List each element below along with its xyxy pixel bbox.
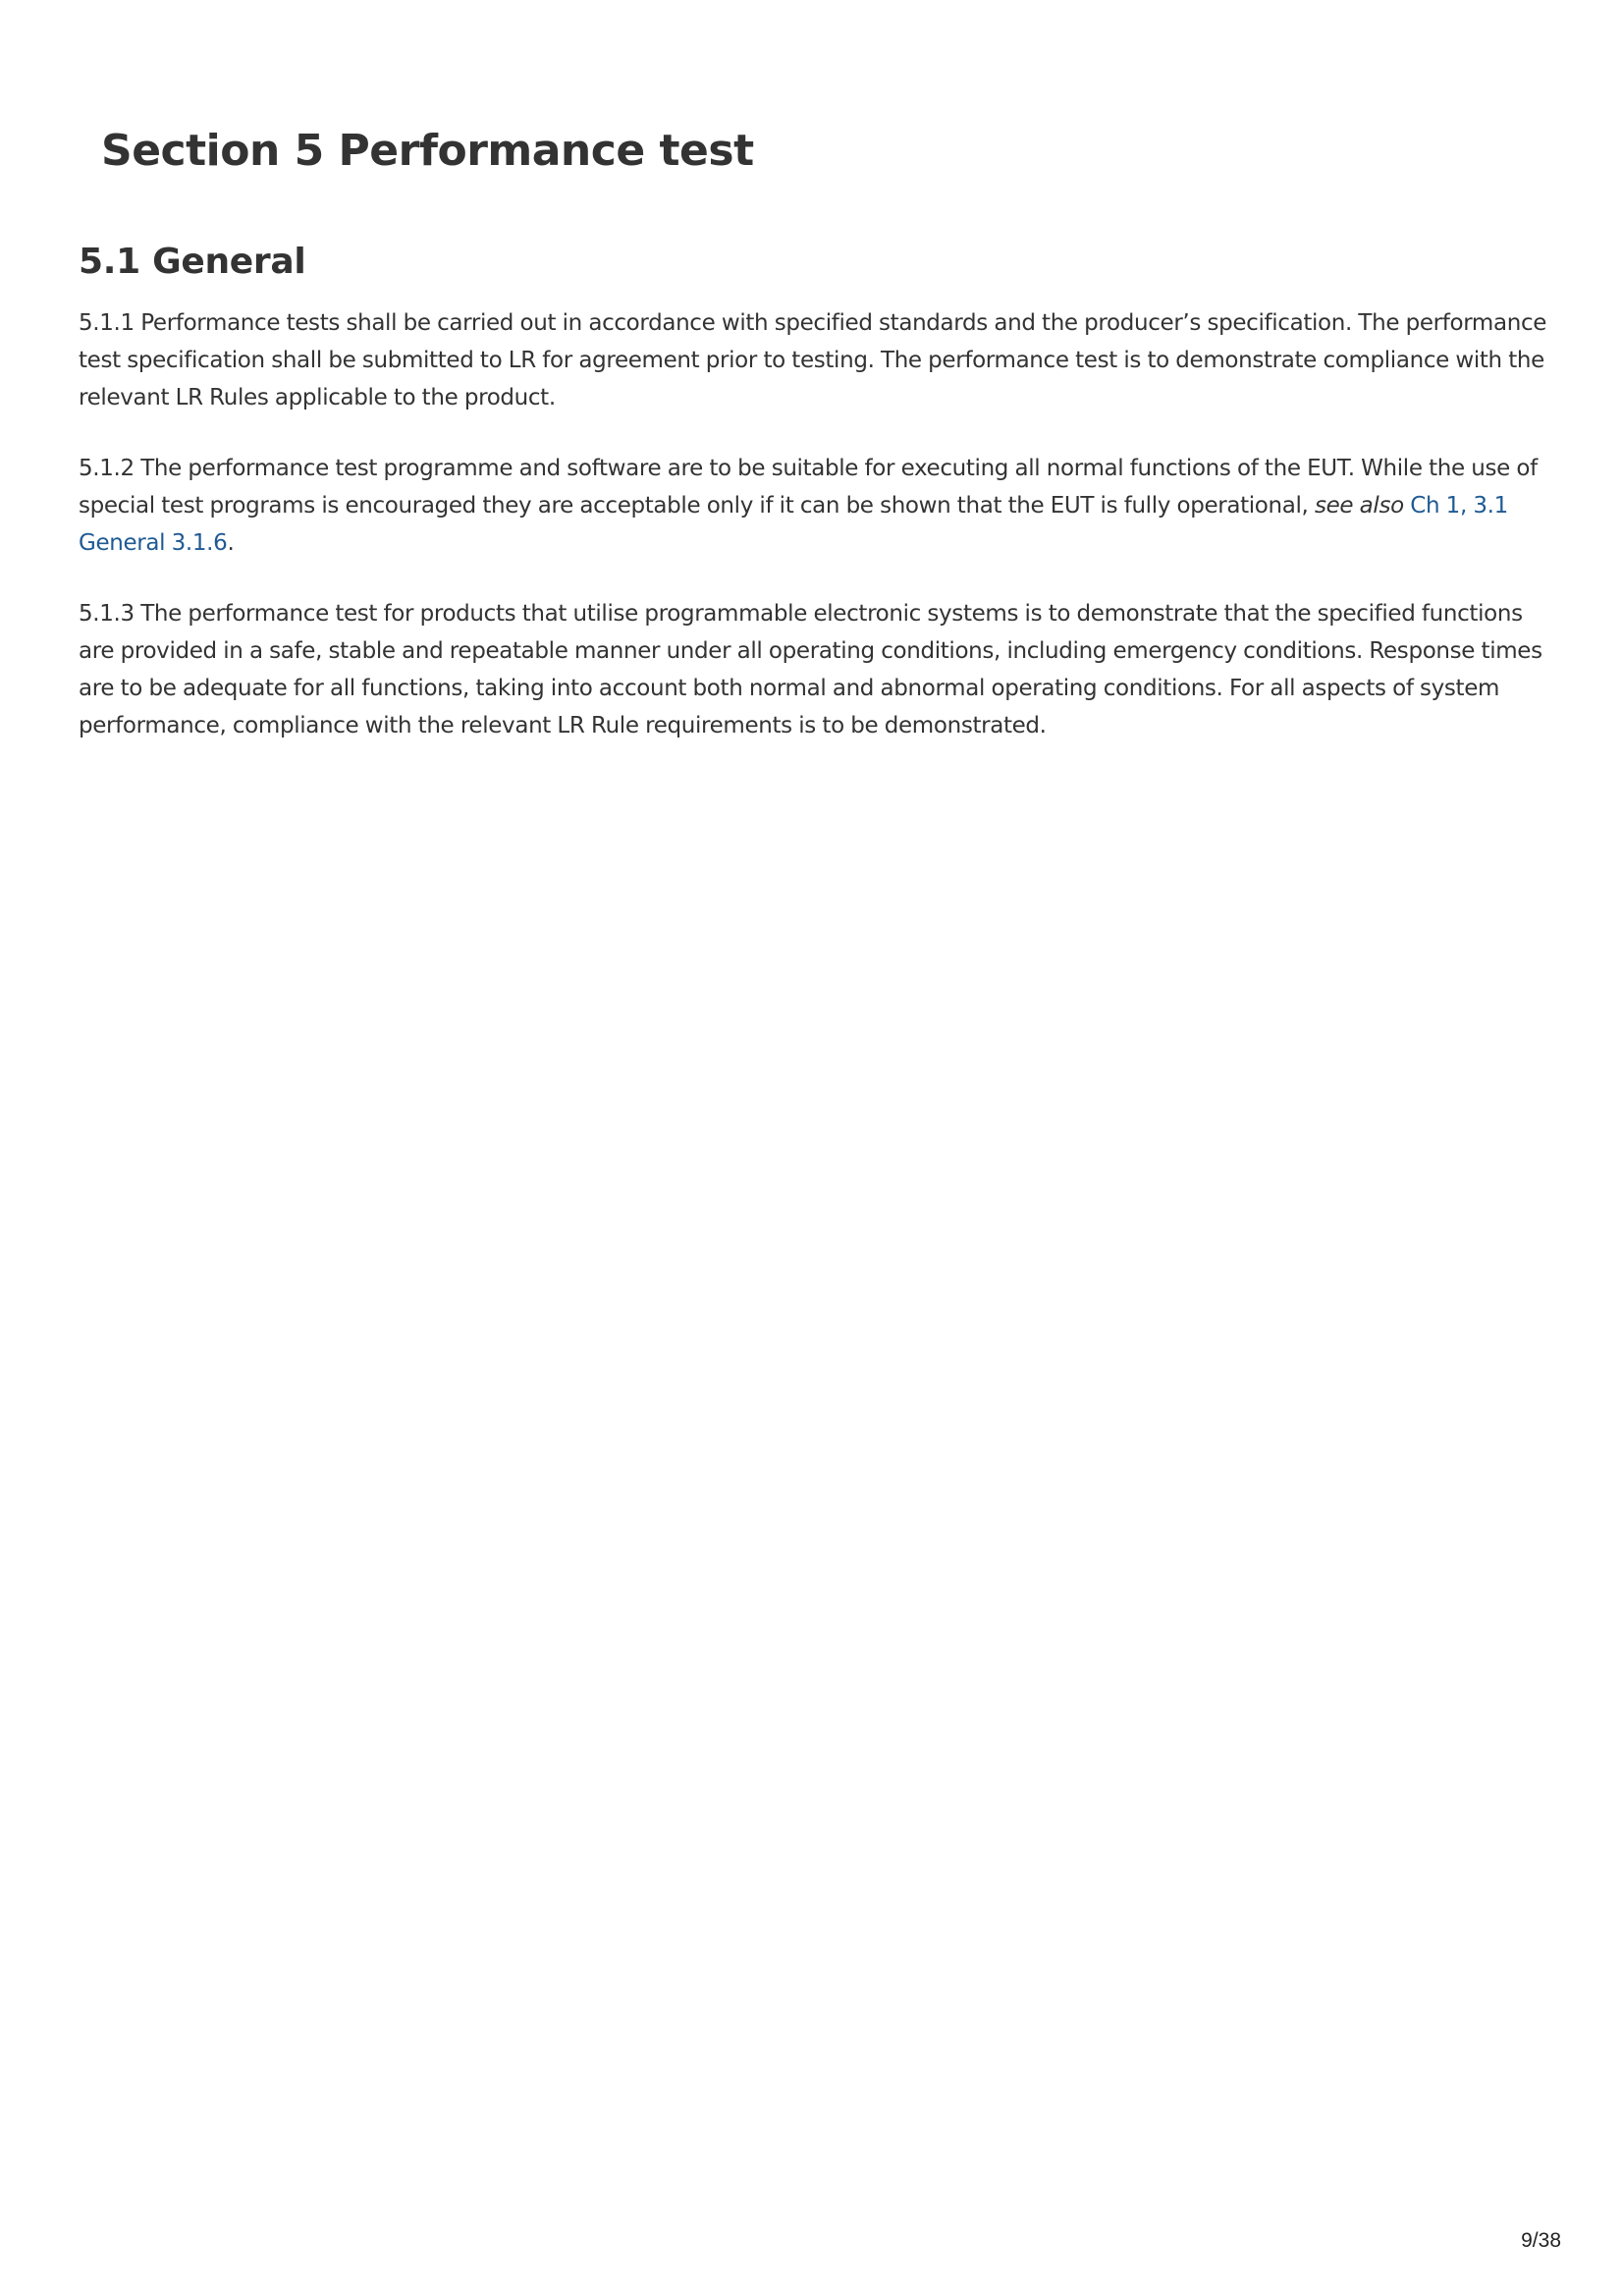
paragraph-5-1-3: 5.1.3 The performance test for products that utilise programmable electronic systems is to demonstrate that the specified functions are provided in a safe, stable and repeatable manner under all operating conditions, including emergency conditions. Response times are to be adequate for all functions, taking into account both normal and abnormal operating conditions. For all aspects of system performance, compliance with the relevant LR Rule requirements is to be demonstrated. bbox=[79, 601, 1542, 738]
page-number: 9/38 bbox=[1521, 2229, 1561, 2252]
see-also-label: see also bbox=[1314, 493, 1404, 519]
section-title: Section 5 Performance test bbox=[101, 126, 754, 176]
paragraph-5-1-2-text: 5.1.2 The performance test programme and software are to be suitable for executing all normal functions of the EUT. While the use of special test programs is encouraged they are acceptable only if it can be shown that the EUT is fully operational, bbox=[79, 456, 1538, 519]
paragraph-5-1-1: 5.1.1 Performance tests shall be carried out in accordance with specified standards and the producer’s specification. The performance test specification shall be submitted to LR for agreement prior to testing. The performance test is to demonstrate compliance with the relevant LR Rules applicable to the product. bbox=[79, 310, 1547, 410]
cross-reference-link[interactable]: Ch 1, 3.1 General 3.1.6 bbox=[79, 493, 1508, 556]
paragraph-5-1-2 bbox=[79, 450, 1561, 562]
paragraph-5-1-2-end: . bbox=[227, 530, 235, 556]
subsection-title: 5.1 General bbox=[79, 242, 306, 282]
